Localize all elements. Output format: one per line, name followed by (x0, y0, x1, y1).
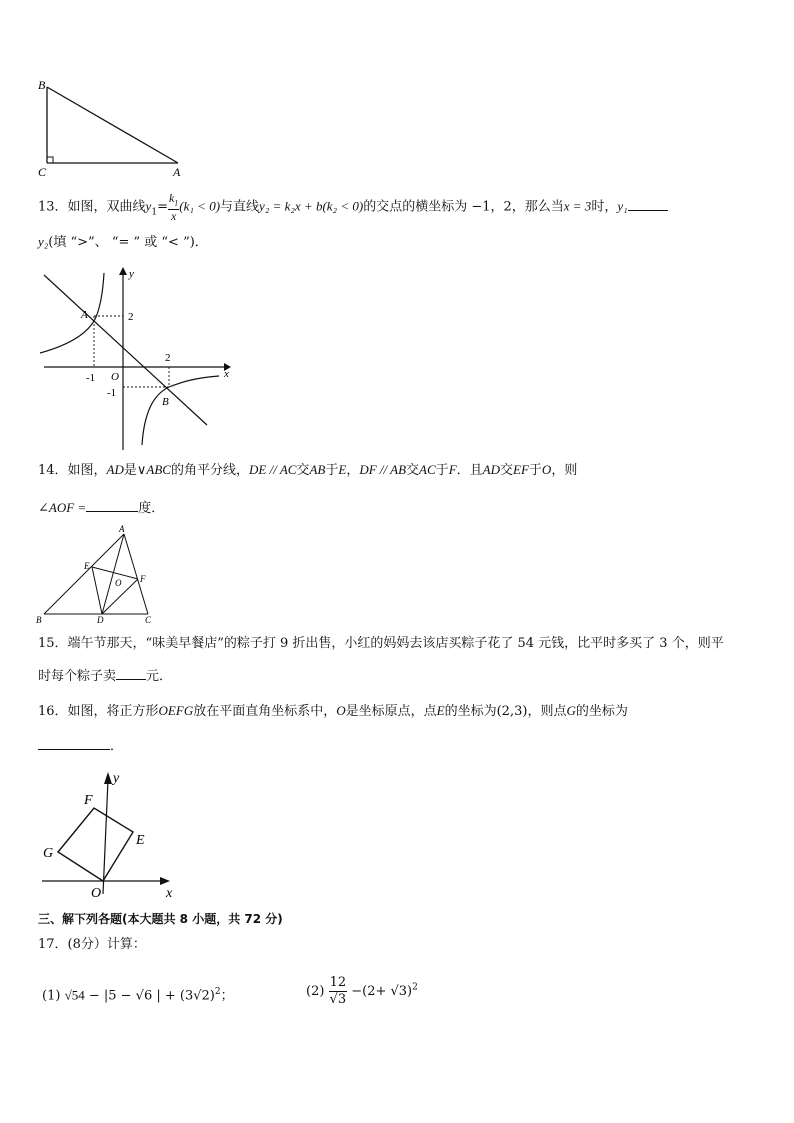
tick-2-x: 2 (165, 352, 171, 364)
answer-blank-13[interactable] (628, 198, 668, 211)
q14-line2: ∠AOF = 度． (38, 500, 165, 516)
tick-neg1-x: -1 (86, 372, 96, 384)
q13-line1: 13．如图，双曲线$y_1=$ $\frac{k_1}{x}$ (k₁ < 0)与直线y₂ = k₂x + b(k₂ < 0)的交点的横坐标为 −1，2，那么当x = 3时，y₁ (38, 192, 668, 222)
q16-square-figure (36, 768, 186, 903)
label-E: E (136, 833, 145, 848)
label-B: B (162, 396, 169, 408)
label-F: F (84, 793, 93, 808)
q13-line2: y₂(填 “>”、 “= ” 或 “< ”)． (38, 234, 208, 250)
label-O: O (91, 886, 102, 901)
label-x: x (224, 368, 229, 380)
q13-fraction: $\frac{k_1}{x}$ (168, 191, 179, 224)
label-F: F (140, 574, 146, 584)
section-3-title: 三、解下列各题(本大题共 8 小题，共 72 分) (38, 912, 283, 926)
label-O: O (115, 578, 122, 588)
q17-part1: (1) √54 − |5 − √6 | + $(3√2)^2$； (42, 987, 234, 1004)
q13-graph-figure (34, 265, 244, 455)
tick-neg1-y: -1 (107, 387, 117, 399)
label-B: B (36, 615, 42, 625)
label-E: E (84, 561, 90, 571)
answer-blank-16[interactable] (38, 737, 110, 750)
label-y: y (113, 771, 120, 786)
q16-line1: 16．如图，将正方形OEFG放在平面直角坐标系中，O是坐标原点，点E的坐标为(2,3)，则点G的坐标为 (38, 703, 628, 719)
q12-triangle-figure (30, 74, 200, 184)
q14-line1: 14．如图，AD是∨ABC的角平分线，DE // AC交AB于E，DF // AB交AC于F．且AD交EF于O，则 (38, 462, 578, 478)
q17-heading: 17．(8分）计算： (38, 937, 146, 952)
label-C: C (38, 165, 47, 179)
label-C: C (145, 615, 152, 625)
label-x: x (166, 886, 173, 901)
label-y: y (129, 268, 134, 280)
answer-blank-14[interactable] (86, 499, 138, 512)
label-A: A (119, 524, 125, 534)
answer-blank-15[interactable] (116, 667, 146, 680)
label-B: B (38, 78, 46, 92)
q17-fraction: $\frac{12}{√3}$ (329, 975, 347, 1007)
q15-line2: 时每个粽子卖 元． (38, 669, 173, 684)
q17-part2: (2) $\frac{12}{√3}$ $-(2+ √3)^2$ (306, 975, 418, 1007)
label-A: A (81, 309, 88, 321)
label-A: A (173, 165, 181, 179)
tick-2-y: 2 (128, 311, 134, 323)
q14-triangle-figure (32, 522, 162, 627)
label-O: O (111, 371, 119, 383)
label-D: D (97, 615, 104, 625)
q16-line2: ． (38, 737, 123, 756)
q15-line1: 15．端午节那天，“味美早餐店”的粽子打 9 折出售，小红的妈妈去该店买粽子花了 54 元钱，比平时多买了 3 个，则平 (38, 636, 724, 651)
label-G: G (43, 846, 54, 861)
